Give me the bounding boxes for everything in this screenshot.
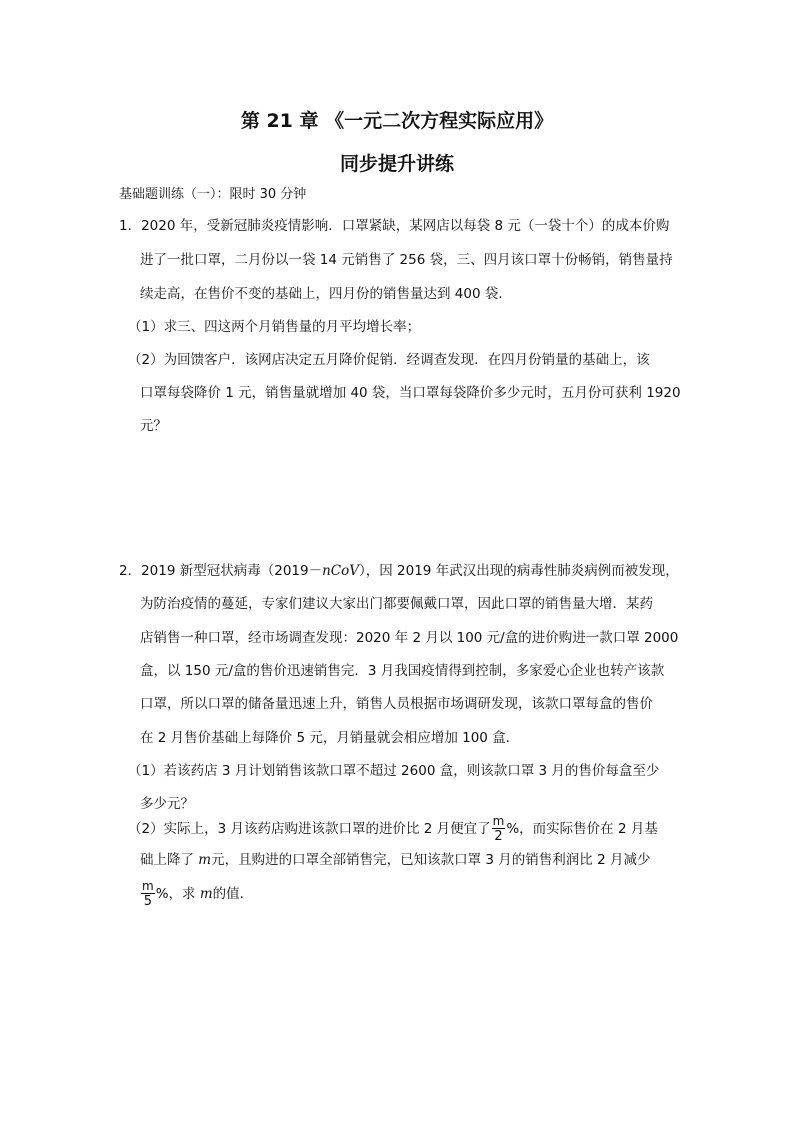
chapter-subtitle: 同步提升讲练 [339,153,454,175]
q2-line-6: 在 2 月售价基础上每降价 5 元，月销量就会相应增加 100 盒． [140,730,520,746]
q2-part-2-text-e: %，求 [155,886,200,902]
q2-part-2-text-a: （2）实际上，3 月该药店购进该款口罩的进价比 2 月便宜了 [128,821,491,837]
q2-part-2-text-c: 础上降了 [140,852,199,868]
fraction-denominator: 5 [143,894,152,909]
fraction-numerator: m [492,814,505,828]
q2-line-3: 店销售一种口罩，经市场调查发现：2020 年 2 月以 100 元/盒的进价购进一款口罩 2000 [140,630,679,646]
q2-part-1-line-2: 多少元？ [140,796,194,812]
q2-part-2-line-3 [140,880,253,908]
fraction-m-over-2 [492,815,506,843]
q1-line-3: 续走高，在售价不变的基础上，四月份的销售量达到 400 袋． [140,286,512,302]
q1-part-2-line-2: 口罩每袋降价 1 元，销售量就增加 40 袋，当口罩每袋降价多少元时，五月份可获利 1920 [140,385,681,401]
fraction-numerator: m [142,879,154,893]
chapter-title: 第 21 章 《一元二次方程实际应用》 [240,110,554,132]
q2-part-1-line-1: （1）若该药店 3 月计划销售该款口罩不超过 2600 盒，则该款口罩 3 月的售价每盒至少 [128,763,660,779]
fraction-m-over-5 [141,880,155,908]
q1-part-2-line-3: 元？ [140,418,167,434]
q2-line-1-start: 2．2019 新型冠状病毒（2019－ [119,563,323,579]
q1-line-1: 1．2020 年，受新冠肺炎疫情影响．口罩紧缺，某网店以每袋 8 元（一袋十个）的成本价购 [119,218,670,234]
q2-line-4: 盒，以 150 元/盒的售价迅速销售完．3 月我国疫情得到控制，多家爱心企业也转产该款 [140,663,665,679]
q2-line-1-end: ），因 2019 年武汉出现的病毒性肺炎病例而被发现， [359,563,679,579]
q1-part-2-line-1: （2）为回馈客户．该网店决定五月降价促销．经调查发现．在四月份销量的基础上，该 [128,352,650,368]
q2-line-2: 为防治疫情的蔓延，专家们建议大家出门都要佩戴口罩，因此口罩的销售量大增．某药 [140,596,653,612]
q1-part-1: （1）求三、四这两个月销售量的月平均增长率； [128,319,421,335]
q2-line-5: 口罩，所以口罩的储备量迅速上升，销售人员根据市场调研发现，该款口罩每盒的售价 [140,696,653,712]
q2-part-2-line-1 [128,815,658,843]
variable-m: m [199,886,213,902]
q2-part-2-text-b: %，而实际售价在 2 月基 [506,821,658,837]
section-heading: 基础题训练（一）：限时 30 分钟 [119,187,307,202]
q2-part-2-text-d: 元，且购进的口罩全部销售完，已知该款口罩 3 月的销售利润比 2 月减少 [211,852,651,868]
variable-m: m [198,852,212,868]
q1-line-2: 进了一批口罩，二月份以一袋 14 元销售了 256 袋，三、四月该口罩十份畅销，销售量持 [140,252,673,268]
q2-part-2-line-2 [140,850,650,870]
q2-part-2-text-f: 的值． [212,886,254,902]
q2-virus-code: nCoV [322,563,359,579]
fraction-denominator: 2 [494,829,503,844]
q2-line-1 [119,561,679,581]
